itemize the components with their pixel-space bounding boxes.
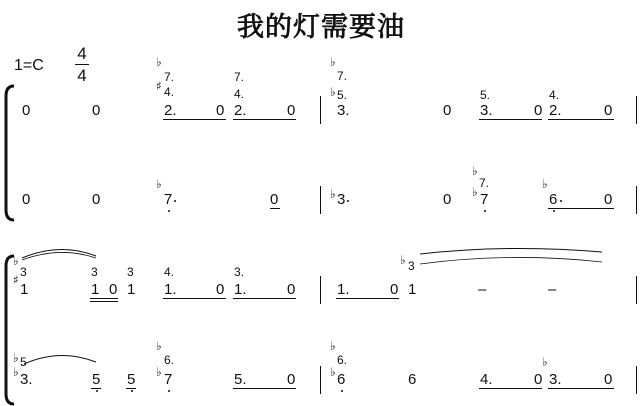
note: 0 xyxy=(92,102,101,119)
chord-top-note: 3 xyxy=(91,265,98,279)
note: 5 xyxy=(127,371,136,388)
key-signature: 1=C xyxy=(14,57,44,74)
chord-middle-note: 4. xyxy=(234,87,245,101)
note: 3. xyxy=(20,371,33,388)
chord-top-note: 4. xyxy=(164,265,175,279)
eighth-underline xyxy=(91,388,101,389)
bar-line xyxy=(320,186,321,214)
sustain-dash: – xyxy=(548,281,557,298)
eighth-underline xyxy=(548,388,614,389)
eighth-underline xyxy=(479,388,542,389)
octave-dot xyxy=(341,390,343,392)
note: 7 xyxy=(164,191,173,208)
note: 6 xyxy=(337,371,346,388)
note: 5 xyxy=(92,371,101,388)
bar-line xyxy=(320,366,321,394)
note: 0 xyxy=(604,371,613,388)
note: 0 xyxy=(287,281,296,298)
note: 2. xyxy=(234,102,247,119)
chord-top-note: 3 xyxy=(408,259,415,273)
flat-sign: ♭ xyxy=(13,351,19,365)
note: 0 xyxy=(604,191,613,208)
eighth-underline xyxy=(126,388,136,389)
time-signature-bottom: 4 xyxy=(77,66,87,85)
flat-sign: ♭ xyxy=(156,177,162,191)
note: 1. xyxy=(234,281,247,298)
note: 0 xyxy=(390,281,399,298)
eighth-underline xyxy=(336,298,399,299)
note: 0 xyxy=(216,102,225,119)
flat-sign: ♭ xyxy=(472,185,478,199)
note: 1 xyxy=(20,281,29,298)
flat-sign: ♭ xyxy=(330,187,336,201)
flat-sign: ♭ xyxy=(330,55,336,69)
note: 0 xyxy=(443,102,452,119)
eighth-underline xyxy=(233,298,296,299)
time-signature-top: 4 xyxy=(77,44,87,63)
chord-top-note: 7. xyxy=(479,176,490,190)
eighth-underline xyxy=(548,119,614,120)
note: 6 xyxy=(408,371,417,388)
flat-sign: ♭ xyxy=(13,254,19,268)
note: 0 xyxy=(534,371,543,388)
chord-middle-note: 5. xyxy=(480,88,491,102)
note: 0 xyxy=(216,281,225,298)
note: 1 xyxy=(127,281,136,298)
flat-sign: ♭ xyxy=(330,365,336,379)
octave-dot xyxy=(168,390,170,392)
note: 7 xyxy=(480,191,489,208)
bar-line xyxy=(636,366,637,394)
chord-top-note: 3 xyxy=(20,265,27,279)
duration-dot xyxy=(174,200,176,202)
note: 2. xyxy=(164,102,177,119)
flat-sign: ♭ xyxy=(542,355,548,369)
note: 3. xyxy=(480,102,493,119)
note: 3. xyxy=(337,102,350,119)
note: 0 xyxy=(92,191,101,208)
note: 6 xyxy=(549,191,558,208)
duration-dot xyxy=(560,200,562,202)
note: 0 xyxy=(443,191,452,208)
sixteenth-underline xyxy=(90,301,118,302)
note: 1 xyxy=(408,281,417,298)
chord-top-note: 6. xyxy=(337,353,348,367)
chord-top-note: 5 xyxy=(20,355,27,369)
flat-sign: ♭ xyxy=(156,365,162,379)
bar-line xyxy=(636,276,637,304)
flat-sign: ♭ xyxy=(156,339,162,353)
note: 0 xyxy=(534,102,543,119)
flat-sign: ♭ xyxy=(400,253,406,267)
note: 1. xyxy=(337,281,350,298)
octave-dot xyxy=(168,210,170,212)
note: 2. xyxy=(549,102,562,119)
song-title: 我的灯需要油 xyxy=(237,12,405,43)
flat-sign: ♭ xyxy=(156,55,162,69)
chord-top-note: 3 xyxy=(127,265,134,279)
eighth-underline xyxy=(479,119,542,120)
flat-sign: ♭ xyxy=(13,365,19,379)
bar-line xyxy=(320,96,321,124)
note: 0 xyxy=(287,102,296,119)
sharp-sign: ♯ xyxy=(13,273,19,287)
flat-sign: ♭ xyxy=(472,164,478,178)
flat-sign: ♭ xyxy=(330,85,336,99)
eighth-underline xyxy=(548,208,614,209)
note: 0 xyxy=(109,281,118,298)
note: 5. xyxy=(234,371,247,388)
eighth-underline xyxy=(163,119,226,120)
note: 3 xyxy=(337,191,346,208)
flat-sign: ♭ xyxy=(542,177,548,191)
note: 0 xyxy=(287,371,296,388)
eighth-underline xyxy=(163,298,226,299)
bar-line xyxy=(636,186,637,214)
time-signature-line xyxy=(75,64,89,65)
chord-middle-note: 4. xyxy=(549,88,560,102)
chord-top-note: 7. xyxy=(234,70,245,84)
chord-top-note: 7. xyxy=(164,70,175,84)
octave-dot xyxy=(131,390,133,392)
note: 7 xyxy=(164,371,173,388)
chord-top-note: 7. xyxy=(337,69,348,83)
octave-dot xyxy=(484,210,486,212)
duration-dot xyxy=(347,200,349,202)
bar-line xyxy=(636,96,637,124)
note: 1. xyxy=(164,281,177,298)
chord-middle-note: 4. xyxy=(164,85,175,99)
octave-dot xyxy=(96,390,98,392)
chord-top-note: 6. xyxy=(164,353,175,367)
chord-top-note: 3. xyxy=(234,265,245,279)
eighth-underline xyxy=(233,388,296,389)
chord-middle-note: 5. xyxy=(337,88,348,102)
note: 0 xyxy=(22,191,31,208)
octave-dot xyxy=(553,210,555,212)
eighth-underline xyxy=(233,119,296,120)
bar-line xyxy=(320,276,321,304)
flat-sign: ♭ xyxy=(330,339,336,353)
sharp-sign: ♯ xyxy=(156,79,162,93)
eighth-underline xyxy=(90,298,118,299)
note: 0 xyxy=(604,102,613,119)
eighth-underline xyxy=(270,208,280,209)
note: 0 xyxy=(22,102,31,119)
sustain-dash: – xyxy=(478,281,487,298)
note: 3. xyxy=(549,371,562,388)
note: 0 xyxy=(270,191,279,208)
system-1-bracket xyxy=(2,84,16,222)
note: 4. xyxy=(480,371,493,388)
note: 1 xyxy=(91,281,100,298)
